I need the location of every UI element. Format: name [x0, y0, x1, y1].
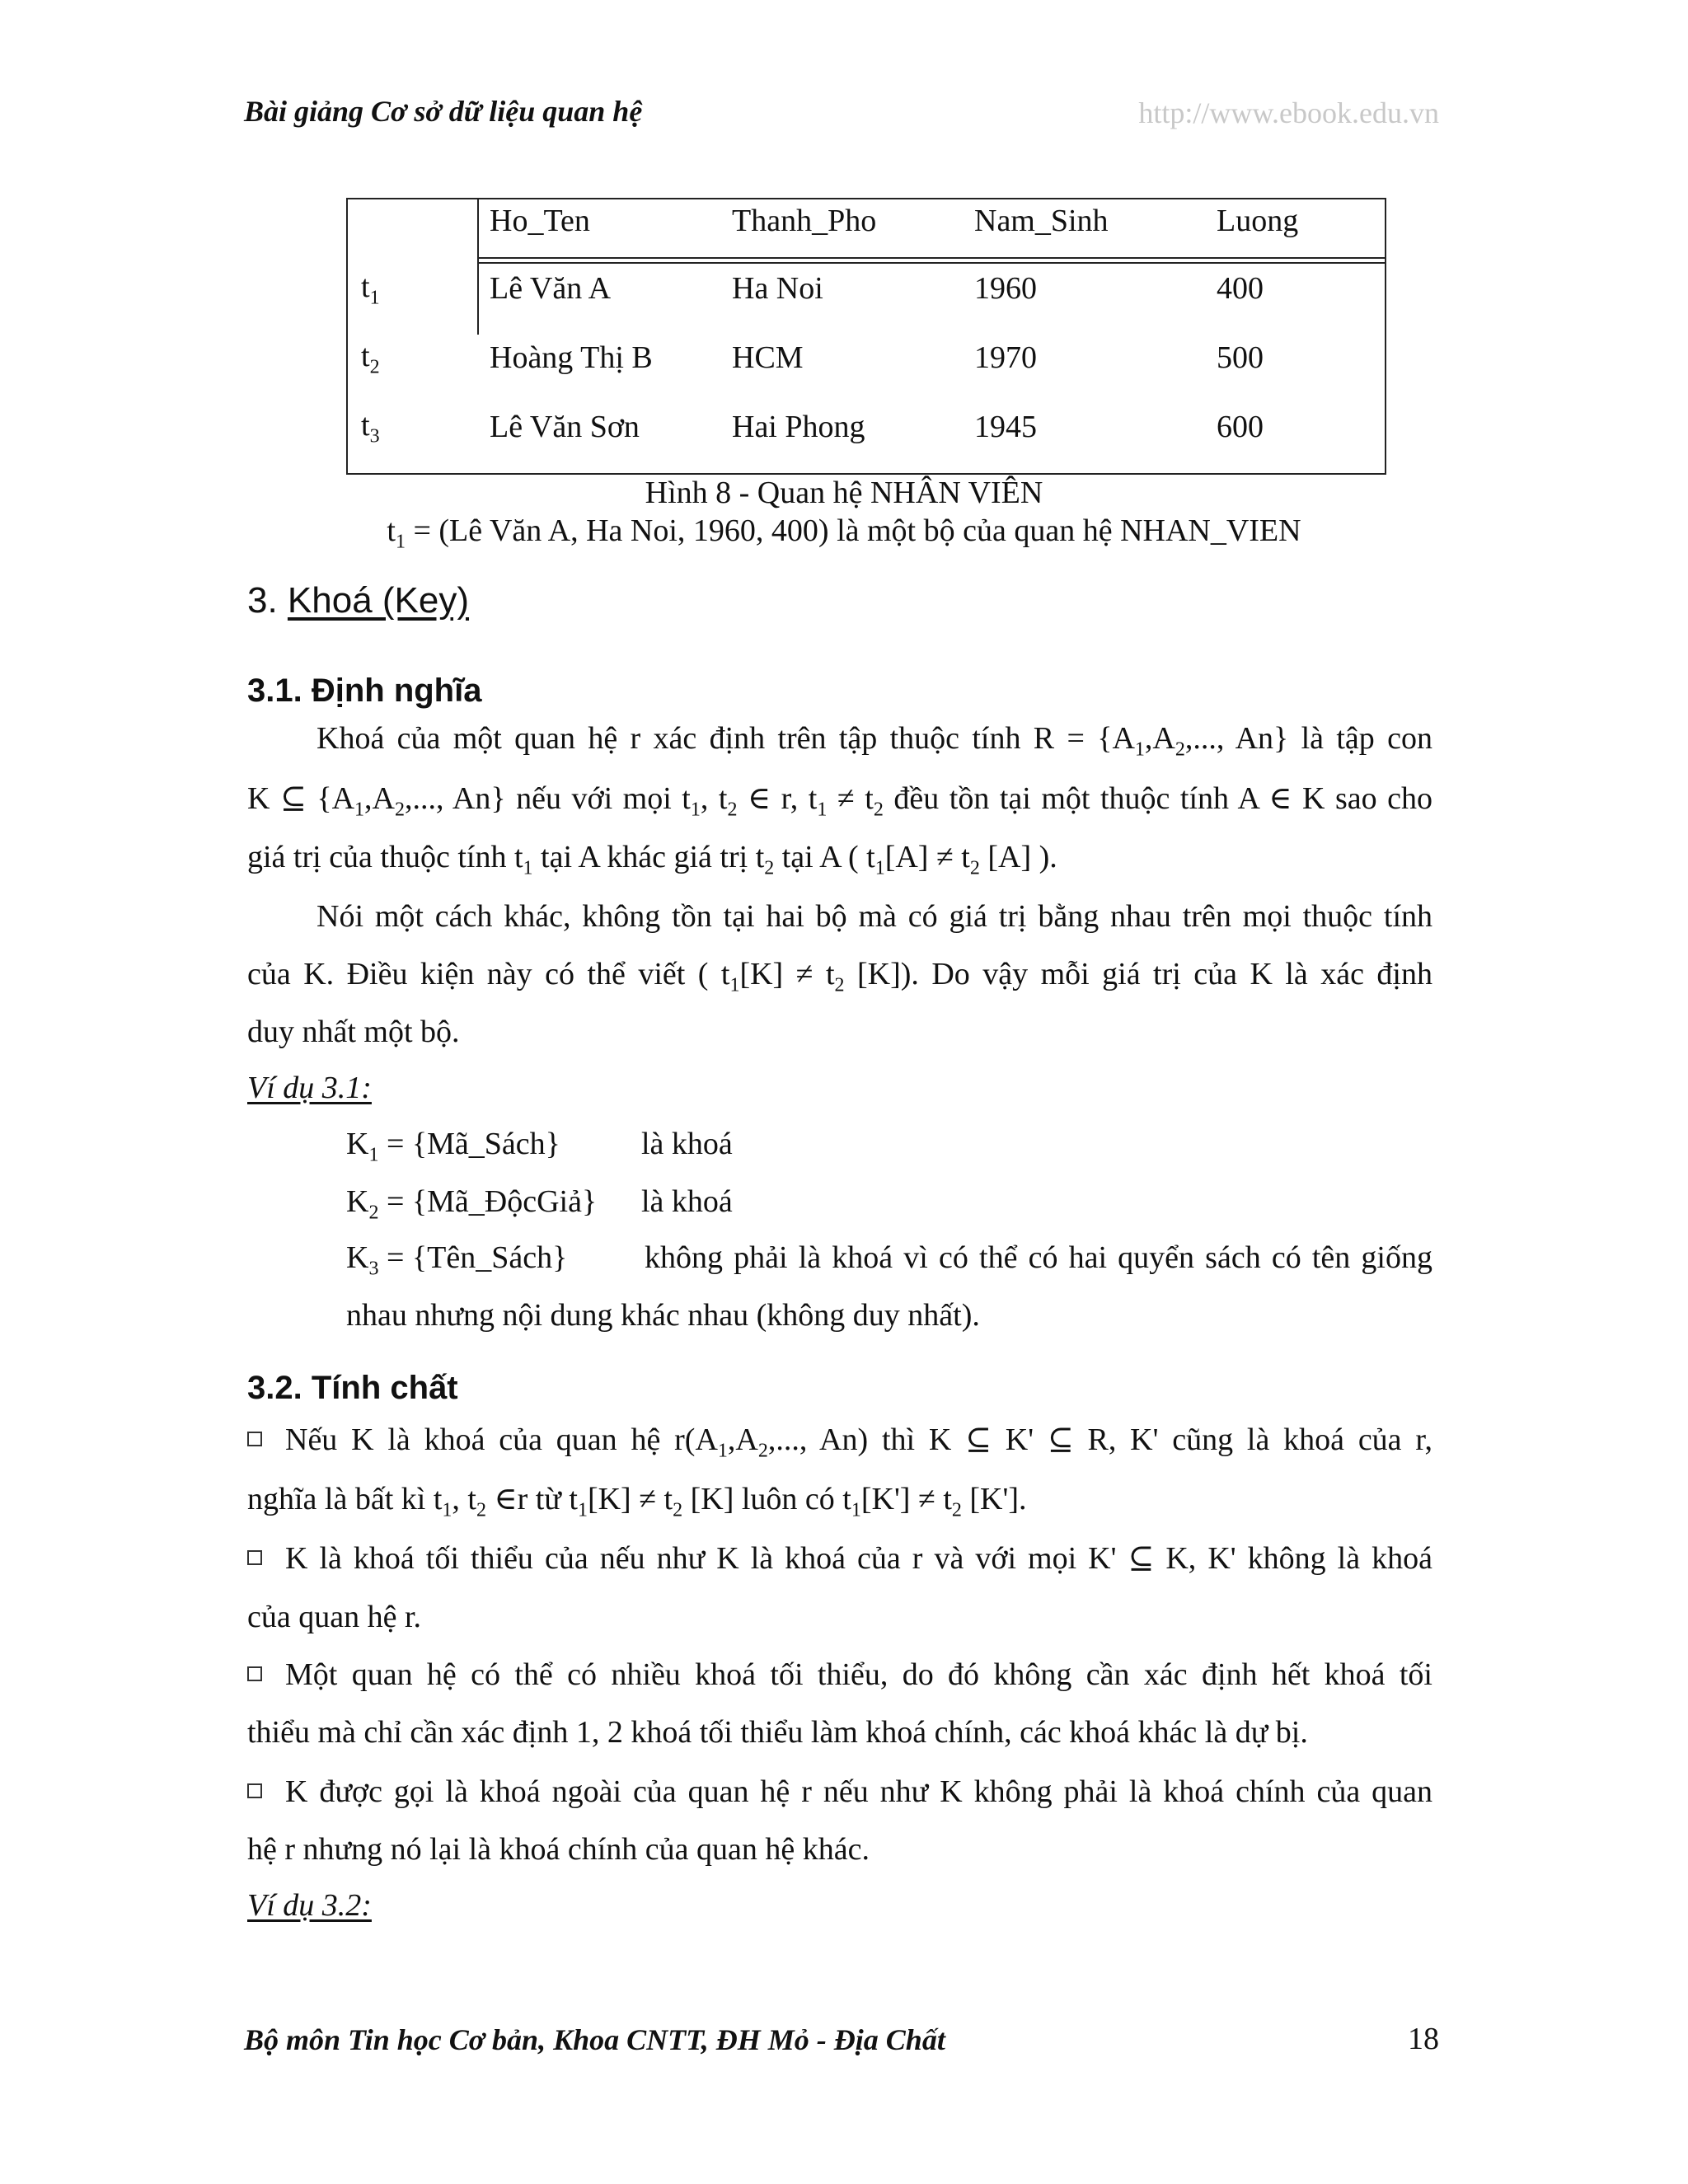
header-title: Bài giảng Cơ sở dữ liệu quan hệ [244, 95, 643, 128]
bullet-item: K là khoá tối thiểu của nếu như K là khoá của r và với mọi K' ⊆ K, K' không là khoá [247, 1540, 1432, 1577]
table-cell: 1960 [974, 271, 1037, 306]
paragraph-line: Khoá của một quan hệ r xác định trên tập thuộc tính $R = \{A_1,A_2$,..., An} là tập con [316, 721, 1432, 761]
table-cell: 1970 [974, 340, 1037, 375]
table-cell: Ha Noi [732, 271, 823, 306]
example-label: Ví dụ 3.1: [247, 1071, 372, 1105]
paragraph-line: K ⊆ {$A_1,A_2$,..., An} nếu với mọi $t_1$, $t_2$ ∈ r, $t_1 \ne t_2$ đều tồn tại một thuộc tính A ∈ K sao cho [247, 781, 1433, 821]
bullet-item: K được gọi là khoá ngoài của quan hệ r nếu như K không phải là khoá chính của quan [247, 1774, 1432, 1810]
header-url[interactable]: http://www.ebook.edu.vn [1138, 96, 1439, 129]
bullet-item: Nếu K là khoá của quan hệ $r(A_1,A_2$,..., An) thì K ⊆ K' ⊆ R, K' cũng là khoá của r, [247, 1421, 1432, 1463]
section-heading: 3. Khoá (Key) [247, 580, 470, 621]
paragraph-line: thiểu mà chỉ cần xác định 1, 2 khoá tối thiểu làm khoá chính, các khoá khác là dự bị. [247, 1715, 1308, 1750]
column-header: Luong [1217, 204, 1299, 238]
paragraph-line: của K. Điều kiện này có thể viết ( $t_1[K] \ne t_2$ [K]). Do vậy mỗi giá trị của K là xác định [247, 957, 1432, 996]
paragraph-line: nhau nhưng nội dung khác nhau (không duy nhất). [346, 1298, 980, 1333]
subsection-heading: 3.2. Tính chất [247, 1370, 458, 1406]
paragraph-line: nghĩa là bất kì $t_1$, $t_2$ ∈r từ $t_1[K] \ne t_2$ [K] luôn có $t_1[K'] \ne t_2$ [K']. [247, 1482, 1027, 1521]
bullet-square-icon [247, 1666, 262, 1681]
table-cell: 1945 [974, 410, 1037, 444]
table-cell: Hoàng Thị B [490, 340, 653, 375]
paragraph-line: Nói một cách khác, không tồn tại hai bộ mà có giá trị bằng nhau trên mọi thuộc tính [316, 899, 1432, 934]
tuple-note: $t_1$ = (Lê Văn A, Ha Noi, 1960, 400) là một bộ của quan hệ NHAN_VIEN [387, 513, 1301, 553]
paragraph-line: hệ r nhưng nó lại là khoá chính của quan hệ khác. [247, 1832, 870, 1867]
bullet-item: Một quan hệ có thể có nhiều khoá tối thiểu, do đó không cần xác định hết khoá tối [247, 1657, 1432, 1693]
example-key: $K_2$ = {Mã_ĐộcGiả} [346, 1184, 598, 1224]
table-cell: Hai Phong [732, 410, 865, 444]
table-divider-vertical [477, 199, 479, 335]
table-divider-horizontal [477, 262, 1385, 264]
bullet-square-icon [247, 1550, 262, 1565]
table-divider-horizontal [477, 257, 1385, 259]
page-number: 18 [1408, 2022, 1439, 2056]
table-cell: HCM [732, 340, 804, 375]
tuple-label: $t_2$ [361, 339, 380, 378]
table-cell: Lê Văn Sơn [490, 410, 640, 444]
subsection-heading: 3.1. Định nghĩa [247, 673, 482, 709]
example-key-desc: là khoá [641, 1127, 733, 1161]
example-key: $K_1$ = {Mã_Sách} [346, 1127, 560, 1166]
example-key-desc: không phải là khoá vì có thể có hai quyển sách có tên giống [645, 1240, 1432, 1275]
example-label: Ví dụ 3.2: [247, 1888, 372, 1923]
table-cell: Lê Văn A [490, 271, 612, 306]
footer-department: Bộ môn Tin học Cơ bản, Khoa CNTT, ĐH Mỏ - Địa Chất [244, 2023, 945, 2056]
tuple-label: $t_1$ [361, 269, 380, 309]
example-key: $K_3$ = {Tên_Sách} [346, 1240, 568, 1280]
table-cell: 600 [1217, 410, 1264, 444]
table-cell: 500 [1217, 340, 1264, 375]
column-header: Ho_Ten [490, 204, 590, 238]
example-key-desc: là khoá [641, 1184, 733, 1219]
column-header: Nam_Sinh [974, 204, 1109, 238]
tuple-label: $t_3$ [361, 408, 380, 448]
relation-table [346, 198, 1386, 475]
paragraph-line: duy nhất một bộ. [247, 1015, 460, 1049]
column-header: Thanh_Pho [732, 204, 877, 238]
paragraph-line: của quan hệ r. [247, 1600, 422, 1634]
paragraph-line: giá trị của thuộc tính $t_1$ tại A khác giá trị $t_2$ tại A ( $t_1[A] \ne t_2$ [A] ). [247, 840, 1057, 879]
bullet-square-icon [247, 1432, 262, 1446]
figure-caption: Hình 8 - Quan hệ NHÂN VIÊN [645, 476, 1043, 510]
table-cell: 400 [1217, 271, 1264, 306]
bullet-square-icon [247, 1783, 262, 1798]
